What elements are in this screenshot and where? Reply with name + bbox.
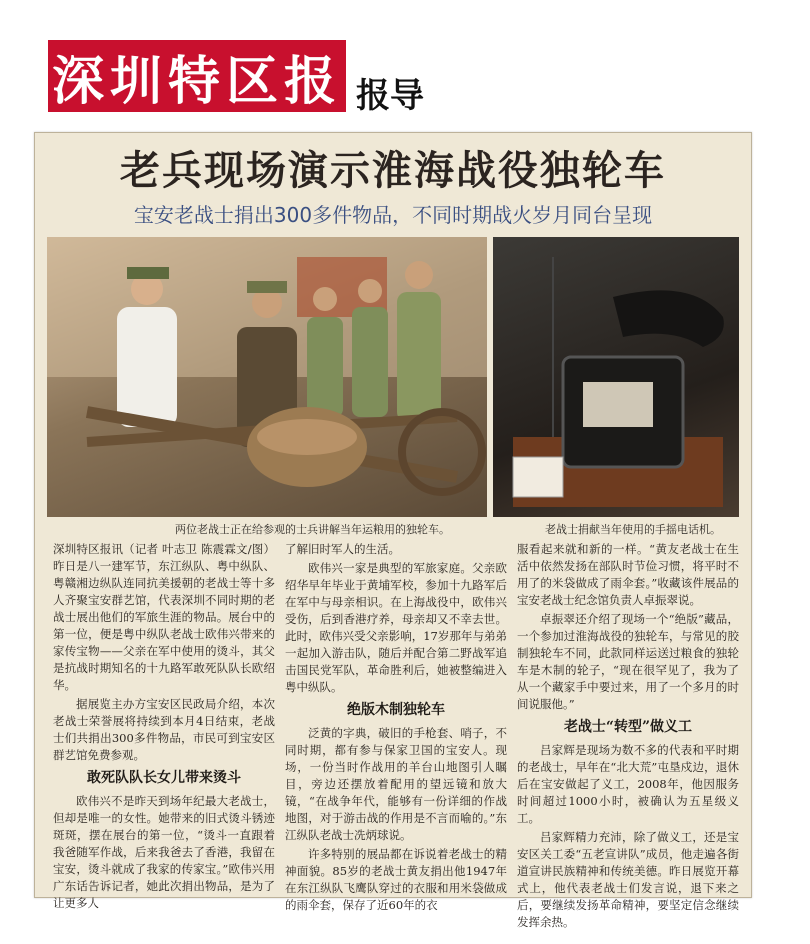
paragraph: 泛黄的字典，破旧的手枪套、哨子，不同时期，都有参与保家卫国的宝安人。现场，一份当时作战用的羊台山地图引人瞩目，旁边还摆放着配用的望远镜和放大镜，“在战争年代，能够有一份详细的作战地图，对于游击战的作用是不言而喻的。”东江纵队老战士冼炳球说。 bbox=[285, 726, 507, 842]
subheadline: 宝安老战士捐出300多件物品，不同时期战火岁月同台呈现 bbox=[133, 203, 653, 227]
headline: 老兵现场演示淮海战役独轮车 bbox=[120, 147, 666, 194]
article-column-2 bbox=[285, 541, 507, 916]
paragraph: 欧伟兴一家是典型的军旅家庭。父亲欧绍华早年毕业于黄埔军校，参加十九路军后在军中与母亲相识。在上海战役中，欧伟兴受伤，后到香港疗养，母亲却又不幸去世。此时，欧伟兴受父亲影响，17岁那年与弟弟一起加入游击队，随后并配合第二野战军追击国民党军队，革命胜利后，她被整编进入粤中纵队。 bbox=[285, 561, 507, 694]
lead-paragraph: 深圳特区报讯（记者 叶志卫 陈震霖文/图）昨日是八一建军节，东江纵队、粤中纵队、粤赣湘边纵队连同抗美援朝的老战士等十多人齐聚宝安群艺馆，代表深圳不同时期的老战士展出他们的军旅生涯的物品。展台中的第一位，便是粤中纵队老战士欧伟兴带来的家传宝物——父亲在军中使用的烫斗，其父是抗战时期知名的十九路军敢死队队长欧绍华。 bbox=[53, 542, 275, 692]
caption-left: 两位老战士正在给参观的士兵讲解当年运粮用的独轮车。 bbox=[175, 523, 450, 536]
paragraph: 卓振翠还介绍了现场一个“绝版”藏品，一个参加过淮海战役的独轮车，与常见的胶制独轮车不同，此款同样运送过粮食的独轮车是木制的轮子，“现在很罕见了，我为了从一个藏家手中要过来，用了一个多月的时间说服他。” bbox=[517, 612, 739, 711]
article-column-1 bbox=[53, 541, 275, 914]
report-label: 报导 bbox=[356, 76, 424, 116]
telephone-illustration bbox=[493, 237, 739, 517]
paragraph: 吕家辉精力充沛，除了做义工，还是宝安区关工委“五老宣讲队”成员，他走遍各街道宣讲民族精神和传统美德。昨日展览开幕式上，他代表老战士们发言说，退下来之后，要继续发扬革命精神，要坚定信念继续发挥余热。 bbox=[517, 830, 739, 929]
paragraph: 了解旧时军人的生活。 bbox=[285, 542, 400, 556]
paragraph: 吕家辉是现场为数不多的代表和平时期的老战士，早年在“北大荒”屯垦戍边，退休后在宝安做起了义工，2008年，他因服务时间超过1000小时，被确认为五星级义工。 bbox=[517, 743, 739, 825]
paragraph: 欧伟兴不是昨天到场年纪最大老战士，但却是唯一的女性。她带来的旧式烫斗锈迹斑斑，摆在展台的第一位，“烫斗一直跟着我爸随军作战，后来我爸去了香港，我留在宝安，烫斗就成了我家的传家宝。”欧伟兴用广东话告诉记者，她此次捐出物品，是为了让更多人 bbox=[53, 794, 275, 910]
paragraph: 许多特别的展品都在诉说着老战士的精神面貌。85岁的老战士黄友捐出他1947年在东江纵队飞鹰队穿过的衣服和用米袋做成的雨伞套，保存了近60年的衣 bbox=[285, 847, 507, 912]
paragraph: 据展览主办方宝安区民政局介绍，本次老战士荣誉展将持续到本月4日结束，老战士们共捐出300多件物品，市民可到宝安区群艺馆免费参观。 bbox=[53, 697, 275, 762]
paragraph: 服看起来就和新的一样。“黄友老战士在生活中依然发扬在部队时节俭习惯，将平时不用了的米袋做成了雨伞套。”收藏该件展品的宝安老战士纪念馆负责人卓振翠说。 bbox=[517, 542, 739, 607]
section-heading: 老战士“转型”做义工 bbox=[563, 719, 693, 735]
photo-veterans-wheelbarrow bbox=[47, 237, 487, 517]
newspaper-logo: 深圳特区报 bbox=[48, 40, 346, 112]
newspaper-clipping bbox=[34, 132, 752, 929]
caption-right: 老战士捐献当年使用的手摇电话机。 bbox=[545, 523, 721, 536]
section-heading: 敢死队队长女儿带来烫斗 bbox=[87, 770, 241, 786]
photo-hand-crank-telephone bbox=[493, 237, 739, 517]
section-heading: 绝版木制独轮车 bbox=[347, 702, 445, 718]
article-column-3 bbox=[517, 541, 739, 933]
wheelbarrow-scene-illustration bbox=[47, 237, 487, 517]
